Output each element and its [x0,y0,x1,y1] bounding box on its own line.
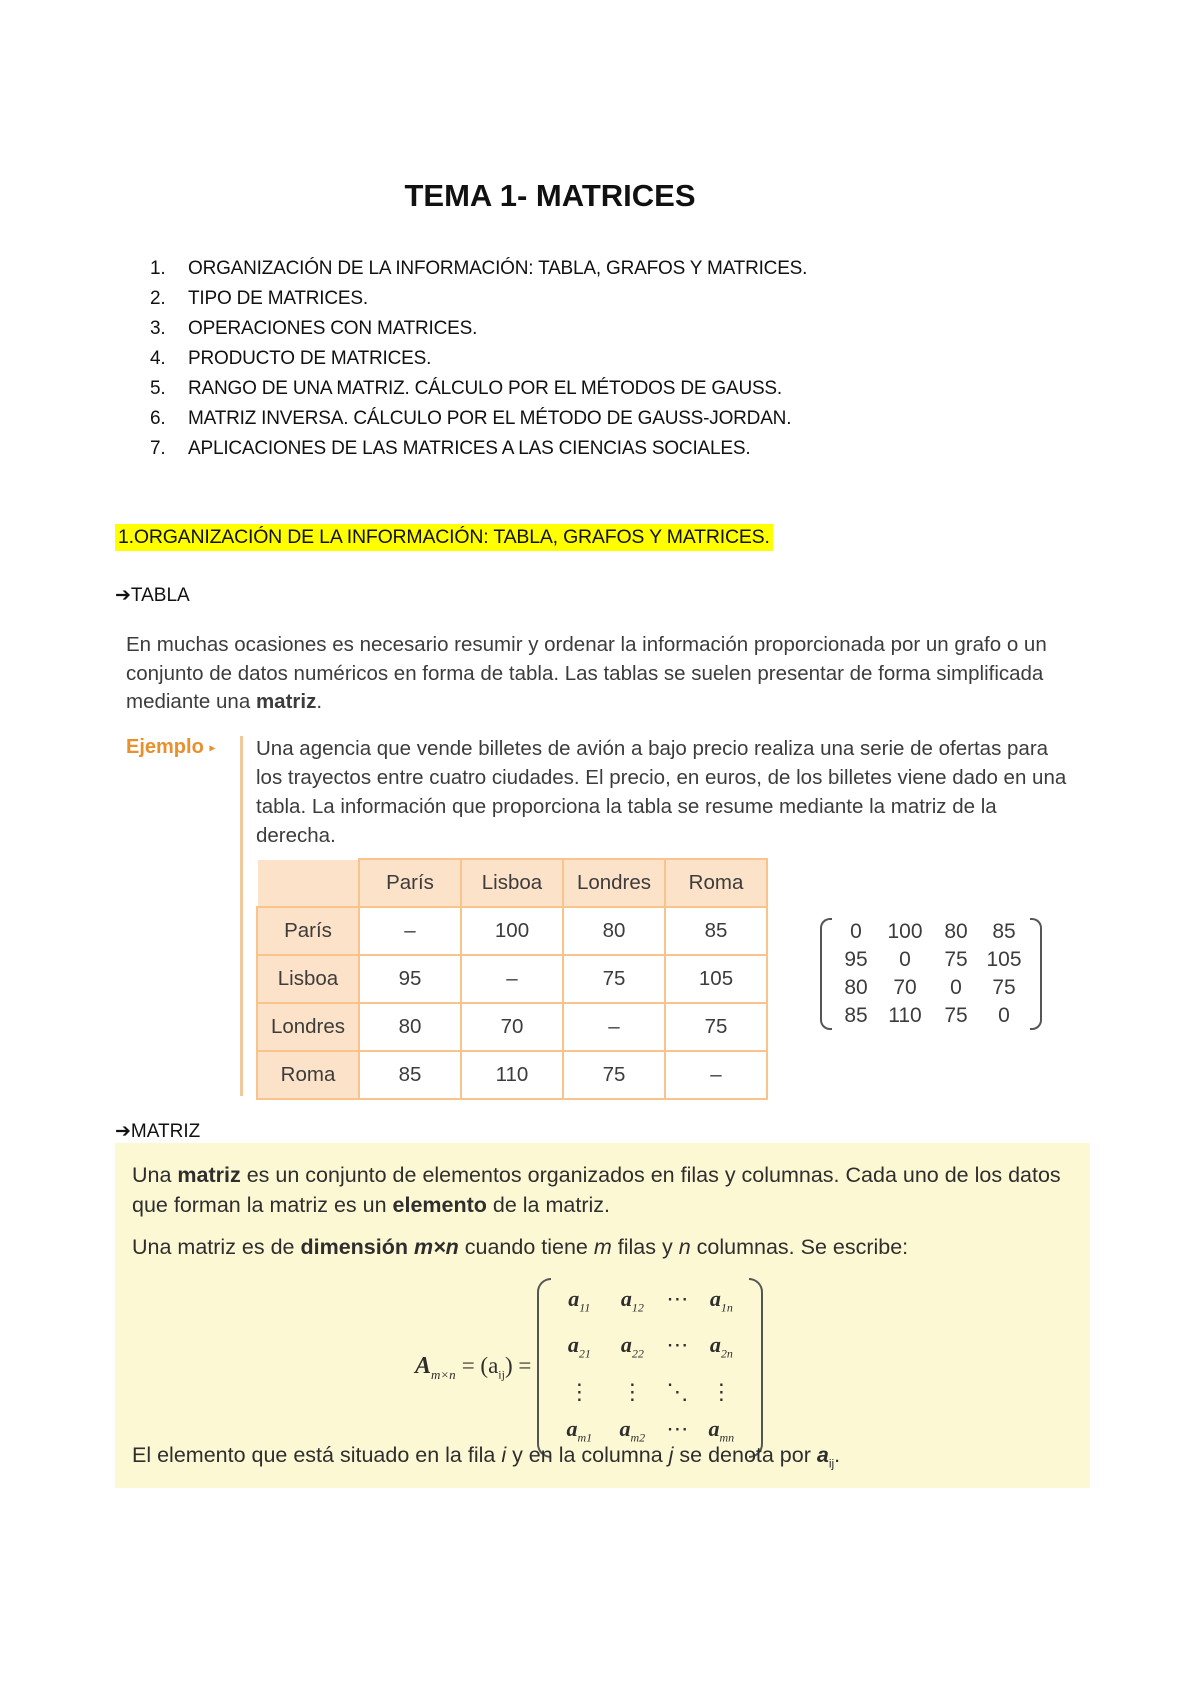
arrow-icon: ➔ [115,1121,131,1142]
section-heading: 1.ORGANIZACIÓN DE LA INFORMACIÓN: TABLA, GRAFOS Y MATRICES. [115,524,773,551]
table-cell: 95 [359,955,461,1003]
subheading-matriz: ➔MATRIZ [115,1121,201,1142]
matrix-entry: 95 [844,948,868,971]
table-cell: 80 [563,907,665,955]
general-matrix: $a_{11}$ $a_{12}$ ⋯ $a_{1n}$ $a_{21}$ $a_{22}$ ⋯ $a_{2n}$ ⋮ ⋮ ⋱ ⋮ $a_{m1}$ $a_{m2}$ ⋯ $a_{mn}$ [537,1278,763,1458]
table-cell: 105 [665,955,767,1003]
matrix-entry: 80 [844,976,868,999]
table-cell: 70 [461,1003,563,1051]
subheading-tabla: ➔TABLA [115,585,190,606]
column-header: Lisboa [461,859,563,907]
table-cell: 110 [461,1051,563,1099]
matrix-entry: 85 [844,1004,868,1027]
table-cell: 75 [563,955,665,1003]
row-header: Londres [257,1003,359,1051]
dimension-definition: Una matriz es de dimensión m×n cuando tiene m filas y n columnas. Se escribe: [132,1235,909,1259]
matrix-entry: 0 [850,920,862,943]
page-title: TEMA 1- MATRICES [404,178,696,213]
table-cell: 75 [665,1003,767,1051]
table-row [257,955,767,1003]
toc-item: 4. PRODUCTO DE MATRICES. [150,348,432,369]
toc-item: 2. TIPO DE MATRICES. [150,288,368,309]
matrix-entry: 80 [944,920,968,943]
matrix-entry: 75 [944,948,968,971]
table-cell: – [359,907,461,955]
table-cell: 75 [563,1051,665,1099]
toc-item: 6. MATRIZ INVERSA. CÁLCULO POR EL MÉTODO DE GAUSS-JORDAN. [150,408,792,429]
left-bracket [820,918,832,1030]
table-row [257,907,767,955]
toc-item: 1. ORGANIZACIÓN DE LA INFORMACIÓN: TABLA, GRAFOS Y MATRICES. [150,258,808,279]
toc-item: 5. RANGO DE UNA MATRIZ. CÁLCULO POR EL MÉTODOS DE GAUSS. [150,378,782,399]
matrix-entry: 75 [944,1004,968,1027]
table-cell: – [461,955,563,1003]
element-definition: El elemento que está situado en la fila i y en la columna j se denota por $a_{ij}$. [132,1443,841,1471]
matrix-entry: 0 [950,976,962,999]
table-cell: – [563,1003,665,1051]
table-cell: – [665,1051,767,1099]
matrix-entry: 0 [899,948,911,971]
table-header-row [257,859,767,907]
matrix-entry: 105 [986,948,1022,971]
row-header: París [257,907,359,955]
column-header: Londres [563,859,665,907]
table-row [257,1003,767,1051]
matrix-definition: Una matriz es un conjunto de elementos organizados en filas y columnas. Cada uno de los datos que forman la matriz es un elemento de la matriz. [132,1163,1061,1217]
example-paragraph: Una agencia que vende billetes de avión a bajo precio realiza una serie de ofertas para los trayectos entre cuatro ciudades. El precio, en euros, de los billetes viene dado en una tabla. La información que proporciona la tabla se resume mediante la matriz de la derecha. [256,737,1067,847]
arrow-icon: ➔ [115,585,131,606]
matrix-entry: 0 [998,1004,1010,1027]
table-cell: 85 [665,907,767,955]
matrix-entry: 110 [888,1004,922,1027]
table-cell: 85 [359,1051,461,1099]
matrix-entry: 75 [992,976,1016,999]
triangle-icon: ▸ [209,740,216,755]
toc-item: 7. APLICACIONES DE LAS MATRICES A LAS CIENCIAS SOCIALES. [150,438,751,459]
row-header: Roma [257,1051,359,1099]
table-row [257,1051,767,1099]
table-cell: 80 [359,1003,461,1051]
fares-table [256,858,768,1100]
toc-item: 3. OPERACIONES CON MATRICES. [150,318,478,339]
price-matrix [820,918,1042,1030]
column-header: Roma [665,859,767,907]
table-of-contents [150,254,807,464]
matrix-entry: 100 [887,920,923,943]
table-cell: 100 [461,907,563,955]
example-divider [240,736,243,1096]
matrix-entry: 85 [992,920,1016,943]
example-label: Ejemplo ▸ [126,736,216,758]
column-header: París [359,859,461,907]
matrix-entry: 70 [893,976,917,999]
general-matrix-formula: $A_{m\times n}$ = $(a_{ij})$ = $a_{11}$ $a_{12}$ ⋯ $a_{1n}$ $a_{21}$ $a_{22}$ ⋯ $a_{2n}$ ⋮ ⋮ ⋱ ⋮ $a_{m1}$ $a_{m2}$ ⋯ $a_{mn}$ [415,1278,763,1458]
row-header: Lisboa [257,955,359,1003]
table-corner-cell [257,859,359,907]
tabla-intro-paragraph: En muchas ocasiones es necesario resumir y ordenar la información proporcionada por un grafo o un conjunto de datos numéricos en forma de tabla. Las tablas se suelen presentar de forma simplificada mediante una matriz. [126,633,1047,713]
right-bracket [1030,918,1042,1030]
